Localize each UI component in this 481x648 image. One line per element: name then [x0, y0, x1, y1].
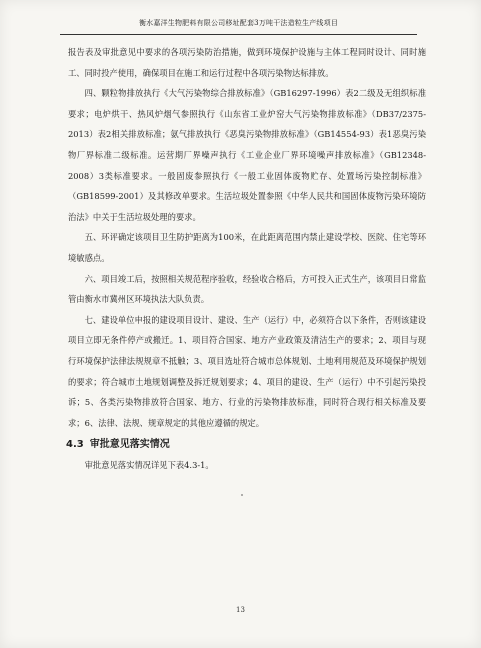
scan-speck [241, 494, 243, 496]
paragraph-acceptance: 六、项目竣工后，按照相关规范程序验收，经验收合格后，方可投入正式生产，该项目日常监管由衡水市冀州区环境执法大队负责。 [68, 273, 426, 305]
paragraph-continuation: 报告表及审批意见中要求的各项污染防治措施，做到环境保护设施与主体工程同时设计、同时施工、同时投产使用，确保项目在施工和运行过程中各项污染物达标排放。 [68, 47, 426, 78]
body-text [68, 42, 426, 476]
section-heading [66, 435, 426, 455]
section-body: 审批意见落实情况详见下表4.3-1。 [84, 460, 214, 471]
paragraph-conditions: 七、建设单位申报的建设项目设计、建设、生产（运行）中，必须符合以下条件，否则该建设项目立即无条件停产或搬迁。1、项目符合国家、地方产业政策及清洁生产的要求；2、项目与现行环境保护法律法规规章不抵触；3、项目选址符合城市总体规划、土地利用规范及环境保护规划的要求；符合城市土地规划调整及拆迁规划要求；4、项目的建设、生产（运行）中不引起污染投诉；5、各类污染物排放符合国家、地方、行业的污染物排放标准，同时符合现行相关标准及要求；6、法律、法规、规章规定的其他应遵循的规定。 [68, 314, 426, 428]
paragraph-emission-standards: 四、颗粒物排放执行《大气污染物综合排放标准》（GB16297-1996）表2二级及无组织标准要求；电炉烘干、热风炉烟气参照执行《山东省工业炉窑大气污染物排放标准》（DB37/2375-2013）表2相关排放标准；氨气排放执行《恶臭污染物排放标准》（GB14554-93）表1恶臭污染物厂界标准二级标准。运营期厂界噪声执行《工业企业厂界环境噪声排放标准》（GB12348-2008）3类标准要求。一般固废参照执行《一般工业固体废物贮存、处置场污染控制标准》（GB18599-2001）及其修改单要求。生活垃圾处置参照《中华人民共和国固体废物污染环境防治法》中关于生活垃圾处理的要求。 [68, 88, 426, 222]
section-title: 审批意见落实情况 [89, 439, 170, 451]
paragraph-protection-distance: 五、环评确定该项目卫生防护距离为100米，在此距离范围内禁止建设学校、医院、住宅等环境敏感点。 [68, 232, 426, 263]
page-number: 13 [236, 606, 245, 614]
running-header: 衡水嘉洋生物肥料有限公司移址配套3万吨干法造粒生产线项目 [60, 18, 417, 35]
section-number: 4.3 [66, 439, 84, 451]
